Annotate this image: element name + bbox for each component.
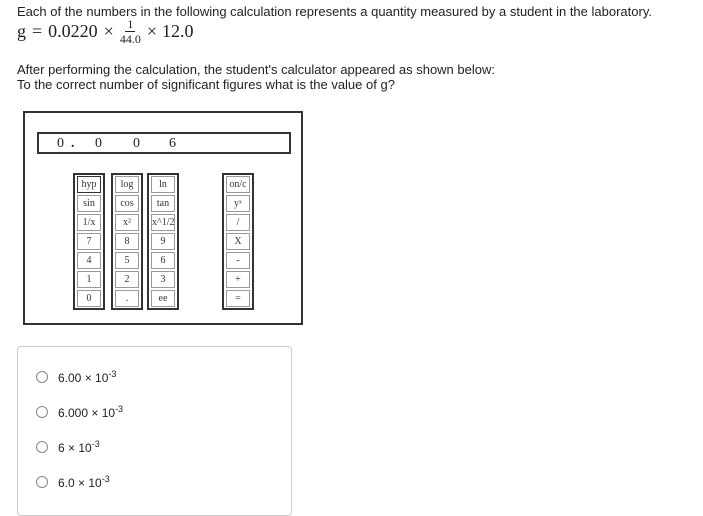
key-cos: cos (115, 195, 139, 212)
option-exponent: -3 (115, 404, 124, 414)
calculator-image (23, 111, 303, 325)
key-sqrt: x^1/2 (151, 214, 175, 231)
key-ee: ee (151, 290, 175, 307)
keypad-column-2 (111, 173, 143, 310)
option-exponent: -3 (101, 474, 110, 484)
key-sin: sin (77, 195, 101, 212)
key-hyp: hyp (77, 176, 101, 193)
option-mantissa: 6.000 × 10 (58, 406, 116, 420)
key-on-clear: on/c (226, 176, 250, 193)
answer-options-panel (17, 346, 292, 516)
question-prompt (17, 62, 495, 92)
option-label (58, 369, 116, 385)
key-2: 2 (115, 271, 139, 288)
formula-times-1: × (103, 20, 114, 41)
question-line-3: To the correct number of significant figures what is the value of g? (17, 77, 395, 92)
calculator-display (37, 132, 291, 154)
display-digit: 6 (169, 136, 176, 151)
key-power: yˣ (226, 195, 250, 212)
keypad-column-3 (147, 173, 179, 310)
display-digit: 0 (57, 136, 64, 151)
formula-lhs: g (17, 20, 26, 41)
option-label (58, 404, 123, 420)
key-decimal: . (115, 290, 139, 307)
key-0: 0 (77, 290, 101, 307)
formula-times-2: × (146, 20, 157, 41)
radio-button[interactable] (36, 476, 48, 488)
key-x-squared: x² (115, 214, 139, 231)
key-log: log (115, 176, 139, 193)
radio-button[interactable] (36, 371, 48, 383)
option-exponent: -3 (108, 369, 117, 379)
option-mantissa: 6 × 10 (58, 441, 92, 455)
key-tan: tan (151, 195, 175, 212)
keypad-column-4 (222, 173, 254, 310)
key-reciprocal: 1/x (77, 214, 101, 231)
option-label (58, 439, 100, 455)
key-3: 3 (151, 271, 175, 288)
option-exponent: -3 (91, 439, 100, 449)
key-9: 9 (151, 233, 175, 250)
question-text: Each of the numbers in the following calculation represents a quantity measured by a student in the laboratory. (17, 4, 652, 19)
answer-option[interactable] (36, 439, 100, 455)
display-digit: 0 (133, 136, 140, 151)
key-4: 4 (77, 252, 101, 269)
key-5: 5 (115, 252, 139, 269)
formula-b: 12.0 (161, 20, 194, 41)
formula (17, 16, 193, 46)
key-add: + (226, 271, 250, 288)
answer-option[interactable] (36, 369, 116, 385)
key-8: 8 (115, 233, 139, 250)
answer-option[interactable] (36, 474, 110, 490)
radio-button[interactable] (36, 406, 48, 418)
key-ln: ln (151, 176, 175, 193)
key-6: 6 (151, 252, 175, 269)
formula-a: 0.0220 (48, 20, 98, 41)
question-line-2: After performing the calculation, the student's calculator appeared as shown below: (17, 62, 495, 77)
key-equals: = (226, 290, 250, 307)
key-1: 1 (77, 271, 101, 288)
formula-fraction (120, 18, 141, 45)
key-divide: / (226, 214, 250, 231)
key-7: 7 (77, 233, 101, 250)
fraction-denominator: 44.0 (119, 31, 141, 46)
answer-option[interactable] (36, 404, 123, 420)
option-mantissa: 6.0 × 10 (58, 476, 102, 490)
key-subtract: - (226, 252, 250, 269)
option-label (58, 474, 110, 490)
display-digit: 0 (95, 136, 102, 151)
fraction-numerator: 1 (127, 16, 134, 31)
key-multiply: X (226, 233, 250, 250)
display-decimal-point: . (71, 136, 75, 151)
option-mantissa: 6.00 × 10 (58, 371, 109, 385)
keypad-column-1 (73, 173, 105, 310)
formula-equals: = (32, 20, 43, 41)
radio-button[interactable] (36, 441, 48, 453)
